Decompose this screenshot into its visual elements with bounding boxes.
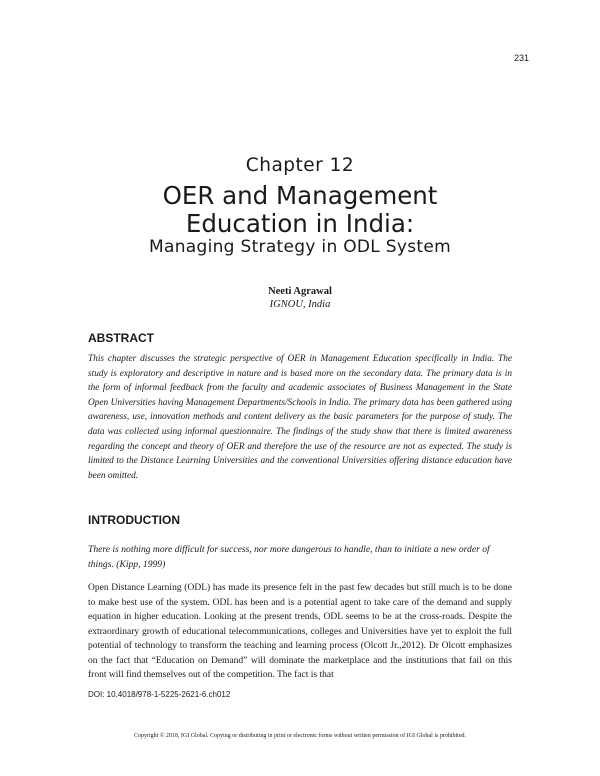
chapter-label: Chapter 12	[245, 155, 355, 176]
abstract-text: This chapter discusses the strategic perspective of OER in Management Education specifically in India. The study is exploratory and descriptive in nature and is based more on the secondary data. The primary data is in the form of informal feedback from the faculty and academic associates of Business Management in the State Open Universities having Management Departments/Schools in India. The primary data has been gathered using awareness, use, innovation methods and content delivery as the basic parameters for the purpose of study. The data was collected using informal questionnaire. The findings of the study show that there is limited awareness regarding the concept and theory of OER and therefore the use of the resource are not as expected. The study is limited to the Distance Learning Universities and the conventional Universities offering distance education have been omitted.	[88, 354, 512, 481]
page-number: 231	[513, 53, 529, 63]
copyright-notice: Copyright © 2018, IGI Global. Copying or distributing in print or electronic forms without written permission of IGI Global is prohibited.	[133, 733, 466, 739]
chapter-title-line-2: Education in India:	[185, 209, 415, 238]
author-name: Neeti Agrawal	[268, 286, 332, 297]
chapter-title	[0, 182, 600, 238]
introduction-paragraph: Open Distance Learning (ODL) has made its presence felt in the past few decades but still much is to be done to make best use of the system. ODL has been and is a potential agent to take care of the demand and supply equation in higher education. Looking at the present trends, ODL seems to be at the cross-roads. Despite the extraordinary growth of educational telecommunications, colleges and Universities have yet to exploit the full potential of technology to transform the teaching and learning process (Olcott Jr.,2012). Dr Olcott emphasizes on the fact that “Education on Demand” will dominate the marketplace and the institutions that fail on this front will find themselves out of the competition. The fact is that	[88, 583, 512, 680]
chapter-subtitle: Managing Strategy in ODL System	[149, 237, 451, 257]
abstract-heading: ABSTRACT	[88, 331, 154, 345]
epigraph-quote: There is nothing more difficult for success, nor more dangerous to handle, than to initiate a new order of things. (Kipp, 1999)	[88, 544, 490, 570]
doi: DOI: 10.4018/978-1-5225-2621-6.ch012	[88, 690, 231, 699]
chapter-title-line-1: OER and Management	[162, 181, 438, 210]
introduction-heading: INTRODUCTION	[88, 513, 180, 527]
author-affiliation: IGNOU, India	[269, 299, 331, 310]
